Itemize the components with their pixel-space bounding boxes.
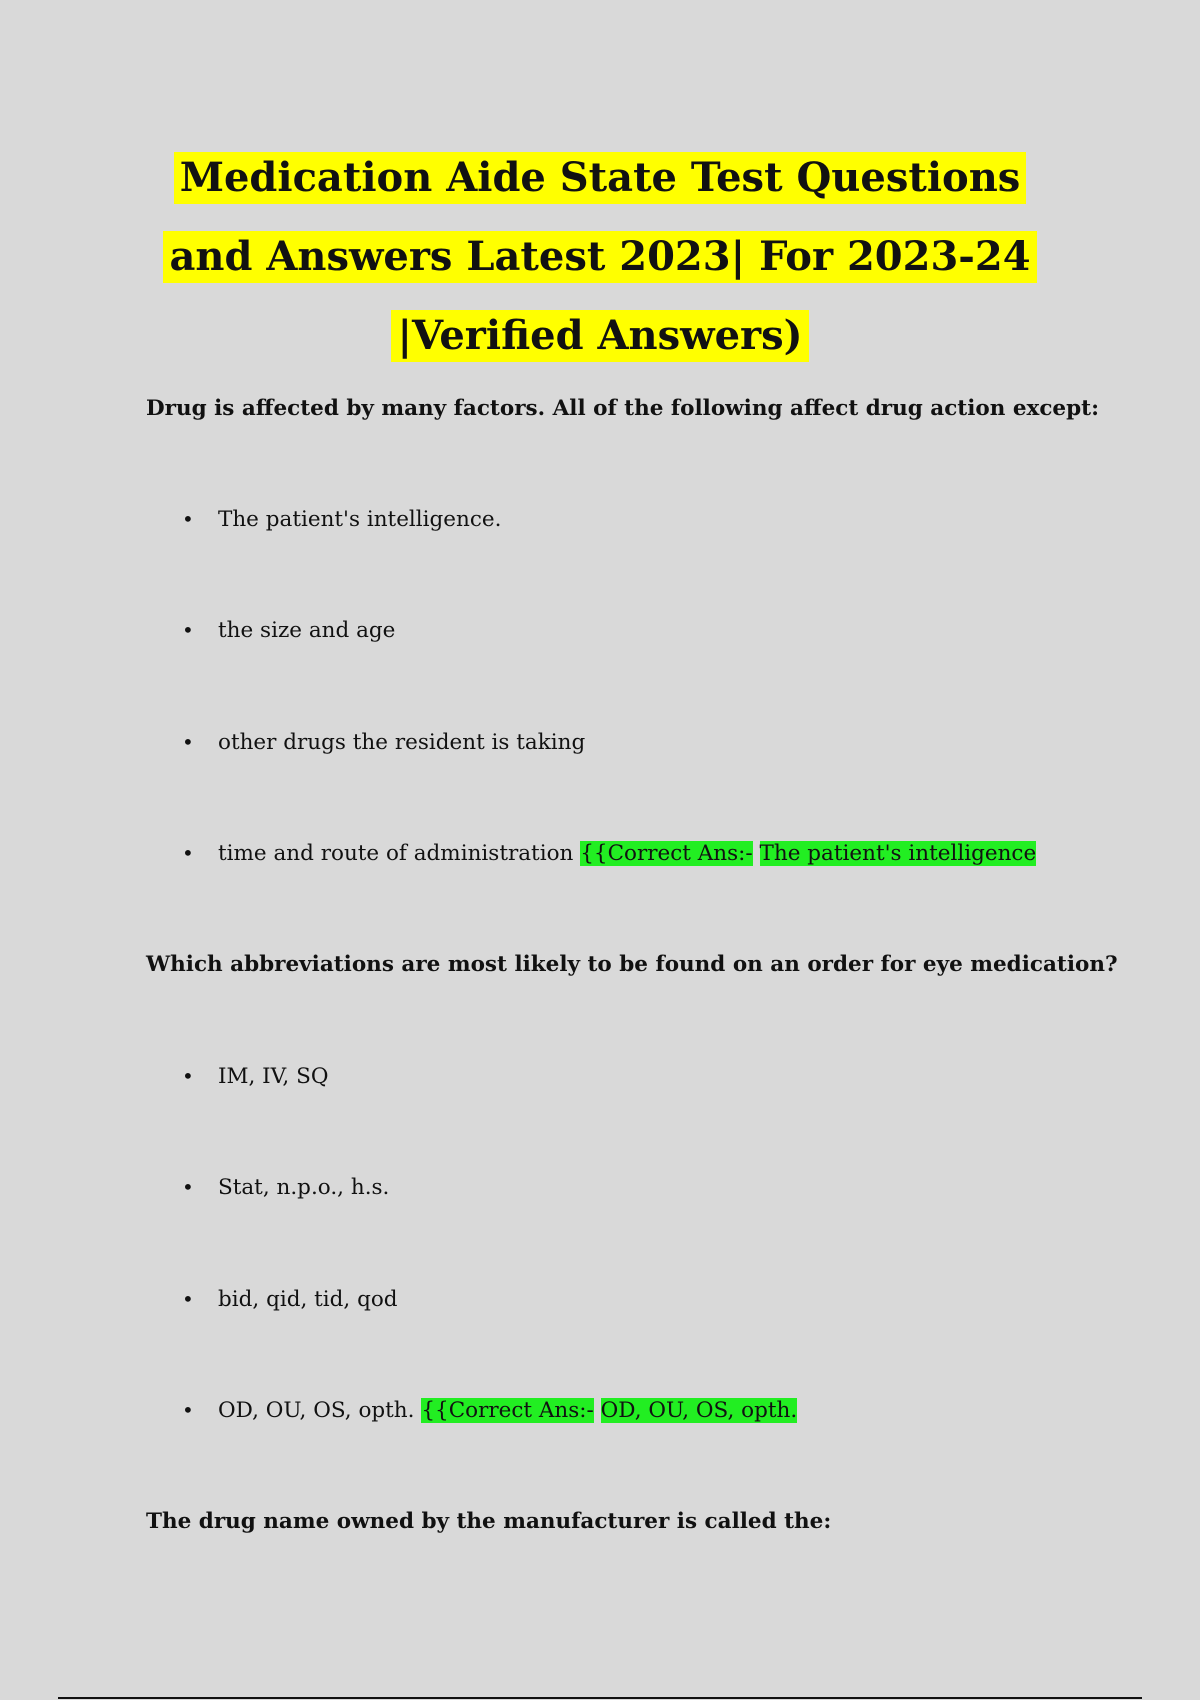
question-2-option-3 (182, 1287, 398, 1312)
bullet-icon: • (182, 618, 194, 642)
question-1-option-4 (182, 841, 1036, 866)
question-2-option-4 (182, 1398, 797, 1423)
question-2-option-1 (182, 1064, 328, 1089)
question-2: Which abbreviations are most likely to be found on an order for eye medication? (146, 952, 1118, 977)
title-line-2: and Answers Latest 2023| For 2023-24 (163, 231, 1036, 283)
bullet-icon: • (182, 1175, 194, 1199)
question-1-option-1 (182, 507, 501, 532)
title-line-3: |Verified Answers) (391, 310, 808, 362)
option-text: other drugs the resident is taking (218, 730, 586, 755)
correct-answer-prefix: {{Correct Ans:- (580, 841, 753, 866)
question-1-option-3 (182, 730, 585, 755)
bullet-icon: • (182, 1287, 194, 1311)
question-3: The drug name owned by the manufacturer is called the: (146, 1509, 832, 1534)
bullet-icon: • (182, 730, 194, 754)
question-1: Drug is affected by many factors. All of the following affect drug action except: (146, 396, 1100, 421)
footer-divider (58, 1697, 1142, 1699)
option-text: the size and age (218, 618, 396, 643)
document-title (0, 138, 1200, 375)
bullet-icon: • (182, 1398, 194, 1422)
bullet-icon: • (182, 841, 194, 865)
option-text: time and route of administration (218, 841, 574, 866)
option-text: Stat, n.p.o., h.s. (218, 1175, 390, 1200)
option-text: The patient's intelligence. (218, 507, 502, 532)
option-text: OD, OU, OS, opth. (218, 1398, 415, 1423)
bullet-icon: • (182, 1064, 194, 1088)
correct-answer-prefix: {{Correct Ans:- (421, 1398, 594, 1423)
option-text: bid, qid, tid, qod (218, 1287, 398, 1312)
question-2-option-2 (182, 1175, 389, 1200)
question-1-option-2 (182, 618, 395, 643)
option-text: IM, IV, SQ (218, 1064, 329, 1089)
correct-answer: OD, OU, OS, opth. (600, 1398, 798, 1423)
bullet-icon: • (182, 507, 194, 531)
title-line-1: Medication Aide State Test Questions (174, 152, 1027, 204)
correct-answer: The patient's intelligence (759, 841, 1037, 866)
